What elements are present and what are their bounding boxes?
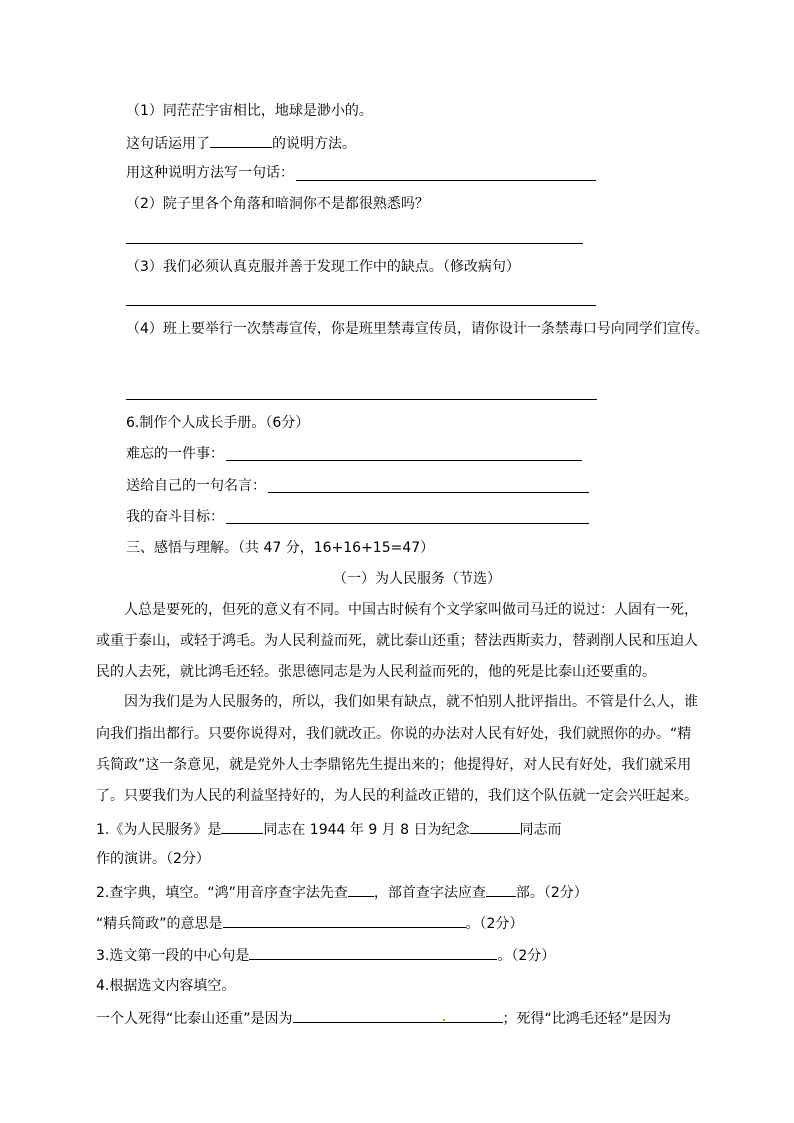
q1-method-prompt-post: 的说明方法。	[272, 136, 356, 152]
passage-line: 人总是要死的，但死的意义有不同。中国古时候有个文学家叫做司马迁的说过：人固有一死，	[124, 602, 698, 618]
reading-q2-meaning	[96, 914, 523, 932]
q1-write-label: 用这种说明方法写一句话：	[126, 165, 294, 181]
section6-item-label: 难忘的一件事：	[126, 446, 224, 462]
passage-line: 或重于泰山，或轻于鸿毛。为人民利益而死，就比泰山还重；替法西斯卖力，替剥削人民和压迫人	[96, 633, 698, 649]
q2-answer-blank[interactable]	[126, 243, 583, 244]
section6-item-label: 送给自己的一句名言：	[126, 478, 266, 494]
reading-q3-text: 3.选文第一段的中心句是	[96, 948, 250, 964]
reading-q4-title: 4.根据选文内容填空。	[96, 978, 236, 994]
q4-sentence: （4）班上要举行一次禁毒宣传，你是班里禁毒宣传员，请你设计一条禁毒口号向同学们宣传。	[126, 321, 709, 337]
reading-q4-text-a: 一个人死得“比泰山还重”是因为	[96, 1011, 293, 1027]
section6-item-blank-goal[interactable]	[226, 523, 589, 524]
reading-q4-text-b: ；死得“比鸿毛还轻”是因为	[502, 1011, 672, 1027]
q1-method-prompt	[126, 134, 356, 152]
q4-answer-blank[interactable]	[126, 399, 597, 400]
reading-q2-text-a: 2.查字典，填空。“鸿”用音序查字法先查	[96, 885, 348, 901]
q3-answer-blank[interactable]	[126, 305, 596, 306]
reading-q3	[96, 946, 555, 964]
reading-q1-text-c: 同志而	[519, 822, 562, 838]
reading-q2-meaning-text: “精兵简政”的意思是	[96, 916, 223, 932]
passage-line: 向我们指出都行。只要你说得对，我们就改正。你说的办法对人民有好处，我们就照你的办。“精	[96, 726, 692, 742]
q1-method-prompt-pre: 这句话运用了	[126, 136, 210, 152]
passage-line: 因为我们是为人民服务的，所以，我们如果有缺点，就不怕别人批评指出。不管是什么人，谁	[124, 694, 698, 710]
q2-sentence: （2）院子里各个角落和暗洞你不是都很熟悉吗？	[126, 196, 429, 212]
section6-title: 6.制作个人成长手册。（6分）	[126, 415, 310, 431]
q1-write-prompt	[126, 165, 294, 181]
reading-q1-text-b: 同志在 1944 年 9 月 8 日为纪念	[263, 822, 470, 838]
passage-line: 民的人去死，就比鸿毛还轻。张思德同志是为人民利益而死的，他的死是比泰山还要重的。	[96, 664, 656, 680]
section6-item-blank-memorable[interactable]	[226, 460, 582, 461]
reading-q1-blank-author[interactable]	[221, 820, 263, 834]
q1-write-blank[interactable]	[296, 180, 596, 181]
part3-title: 三、感悟与理解。（共 47 分，16+16+15=47）	[126, 540, 435, 556]
q1-method-blank[interactable]	[210, 134, 272, 148]
reading-q1	[96, 820, 562, 838]
reading-q4-blank-heavy[interactable]	[293, 1009, 503, 1023]
stray-mark	[443, 1019, 445, 1021]
reading-q1-blank-commemorated[interactable]	[470, 820, 520, 834]
q3-sentence: （3）我们必须认真克服并善于发现工作中的缺点。（修改病句）	[126, 259, 520, 275]
reading-q2-blank-radical[interactable]	[486, 883, 516, 897]
reading-q2-meaning-score: 。（2分）	[465, 916, 524, 932]
passage-line: 了。只要我们为人民的利益坚持好的，为人民的利益改正错的，我们这个队伍就一定会兴旺起来。	[96, 788, 698, 804]
reading1-heading: （一）为人民服务（节选）	[333, 571, 501, 587]
reading-q2-meaning-blank[interactable]	[223, 914, 466, 928]
section6-item-label: 我的奋斗目标：	[126, 509, 224, 525]
reading-q2-blank-letter[interactable]	[348, 883, 374, 897]
reading-q2-text-c: 部。（2分）	[515, 885, 588, 901]
reading-q1-cont: 作的演讲。（2分）	[96, 851, 210, 867]
reading-q3-blank[interactable]	[249, 946, 497, 960]
section6-item-blank-motto[interactable]	[268, 492, 589, 493]
passage-line: 兵简政”这一条意见，就是党外人士李鼎铭先生提出来的；他提得好，对人民有好处，我们就采用	[96, 757, 692, 773]
q1-sentence: （1）同茫茫宇宙相比，地球是渺小的。	[126, 103, 373, 119]
reading-q1-text-a: 1.《为人民服务》是	[96, 822, 222, 838]
reading-q2-text-b: ，部首查字法应查	[373, 885, 486, 901]
reading-q4	[96, 1009, 671, 1027]
reading-q2	[96, 883, 588, 901]
reading-q3-score: 。（2分）	[497, 948, 556, 964]
